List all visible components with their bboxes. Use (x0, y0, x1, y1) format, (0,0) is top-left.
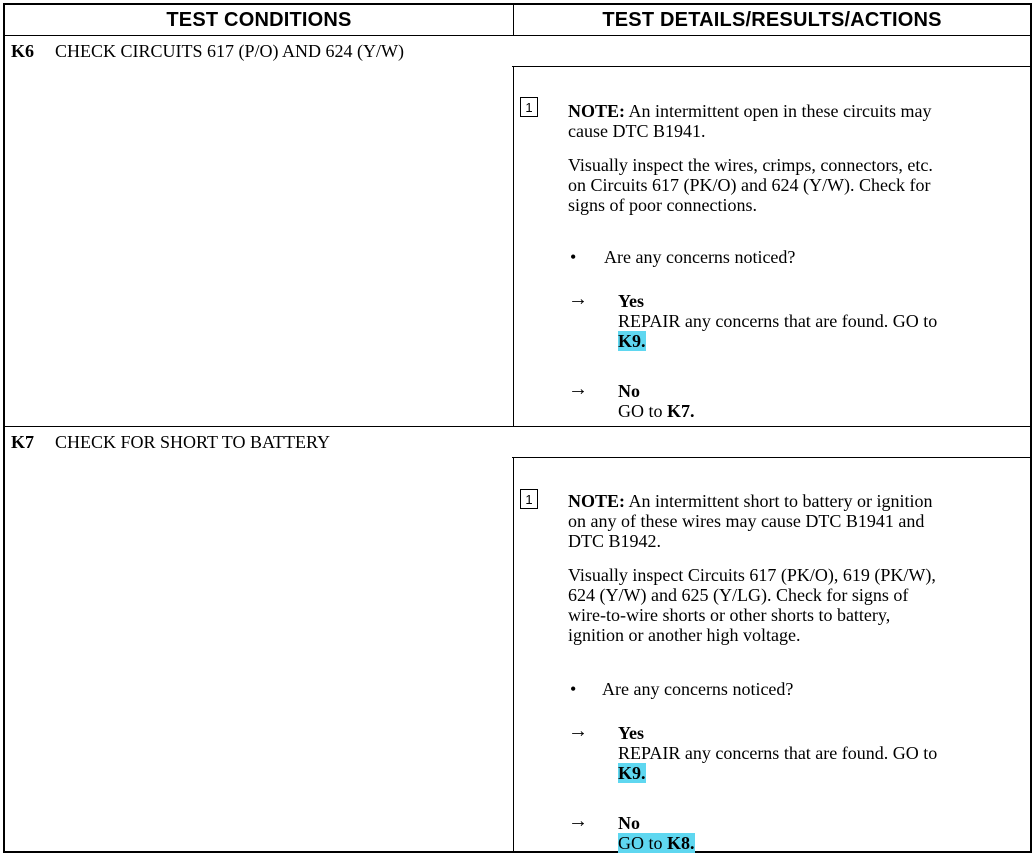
step-k6-details (520, 66, 1025, 426)
answer-yes: Yes REPAIR any concerns that are found. GO to K9. (618, 723, 938, 783)
note: NOTE: An intermittent short to battery or ignition on any of these wires may cause DTC B1941 and DTC B1942. (568, 491, 933, 551)
question: Are any concerns noticed? (604, 247, 796, 267)
question: Are any concerns noticed? (602, 679, 794, 699)
answer-no: No GO to K7. (618, 381, 695, 421)
answer-no: No GO to K8. (618, 813, 695, 853)
step-k7-header (5, 427, 1030, 457)
arrow-right-icon: → (568, 720, 588, 742)
arrow-right-icon: → (568, 810, 588, 832)
step-number-box: 1 (520, 97, 538, 117)
link-k9[interactable]: K9. (618, 763, 646, 783)
step-k6-header (5, 36, 1030, 66)
arrow-right-icon: → (568, 378, 588, 400)
link-k9[interactable]: K9. (618, 331, 646, 351)
step-code: K7 (11, 431, 35, 452)
arrow-right-icon: → (568, 288, 588, 310)
step-k7-details (520, 457, 1025, 851)
instruction-text: Visually inspect Circuits 617 (PK/O), 619 (PK/W), 624 (Y/W) and 625 (Y/LG). Check for signs of wire-to-wire shorts or other shorts to battery, ignition or another high voltage. (568, 565, 936, 645)
step-title: CHECK CIRCUITS 617 (P/O) AND 624 (Y/W) (55, 40, 404, 61)
bullet-icon: • (570, 679, 577, 699)
step-number-box: 1 (520, 489, 538, 509)
bullet-icon: • (570, 247, 577, 267)
step-code: K6 (11, 40, 35, 61)
answer-yes: Yes REPAIR any concerns that are found. GO to K9. (618, 291, 938, 351)
header-test-conditions: TEST CONDITIONS (5, 5, 514, 35)
link-k7[interactable]: K7. (667, 401, 695, 421)
step-title: CHECK FOR SHORT TO BATTERY (55, 431, 330, 452)
instruction-text: Visually inspect the wires, crimps, connectors, etc. on Circuits 617 (PK/O) and 624 (Y/W). Check for signs of poor connections. (568, 155, 933, 215)
diagnostic-table (3, 3, 1032, 853)
link-k8[interactable]: GO to K8. (618, 833, 695, 853)
header-test-details: TEST DETAILS/RESULTS/ACTIONS (602, 8, 942, 31)
column-divider (513, 66, 514, 426)
note: NOTE: An intermittent open in these circuits may cause DTC B1941. (568, 101, 932, 141)
column-divider (513, 457, 514, 851)
